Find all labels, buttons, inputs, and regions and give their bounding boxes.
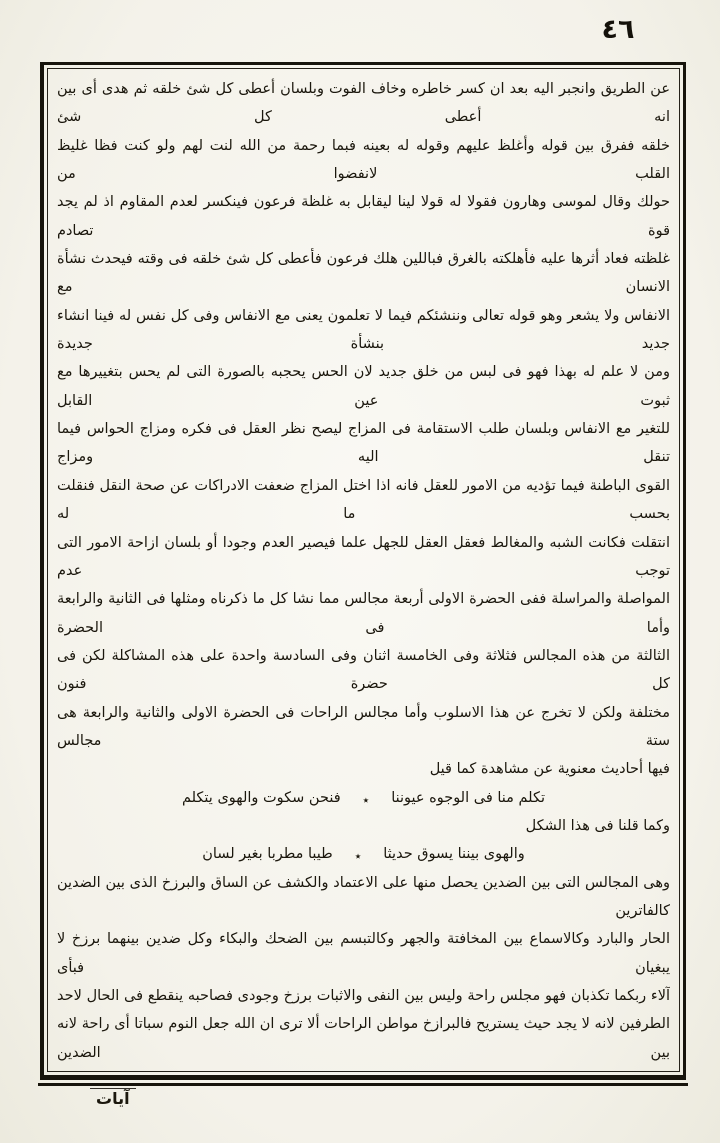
verse-separator-star: ٭ [362,792,370,807]
verse-line [57,840,670,868]
text-line: مختلفة ولكن لا تخرج عن هذا الاسلوب وأما مجالس الراحات فى الحضرة الاولى والثانية والرابعة هى ستة مجالس [57,704,670,749]
verse-separator-star: ٭ [354,849,362,864]
text-line: آلاء ربكما تكذبان فهو مجلس راحة وليس بين النفى والاثبات برزخ وجودى فصاحبه ينقطع فى الحال لاحد [57,988,670,1004]
text-line: الثالثة من هذه المجالس فثلاثة وفى الخامسة اثنان وفى السادسة واحدة على هذه المشاكلة لكن فى كل حضرة فنون [57,647,670,693]
hemistich-first: والهوى بيننا يسوق حديثا [383,846,525,863]
bottom-double-rule [38,1083,688,1086]
text-frame-inner-border [47,68,680,1072]
text-line: ومن لا علم له بهذا فهو فى لبس من خلق جديد لان الحس يحجبه بالصورة التى لم يحس بتغييرها مع ثبوت عين القابل [57,364,670,409]
text-line: المواصلة والمراسلة ففى الحضرة الاولى أربعة مجالس مما نشا كل ما ذكرناه ومثلها فى الثانية والرابعة وأما فى الحضرة [57,591,670,636]
hemistich-second: فنحن سكوت والهوى يتكلم [181,789,341,806]
text-line: فيها أحاديث معنوية عن مشاهدة كما قيل [429,761,670,778]
text-line: الحار والبارد وكالاسماع بين المخافتة والجهر وكالتبسم بين الضحك والبكاء وكل ضدين بينهما برزخ لا يبغيان فبأى [57,931,670,976]
hemistich-first: تكلم منا فى الوجوه عيوننا [391,789,546,806]
text-line: خلقه ففرق بين قوله وأغلظ عليهم وقوله له بعينه فبما رحمة من الله لنت لهم ولو كنت فظا غليظ القلب لانفضوا من [57,137,670,183]
text-line: وهى المجالس التى بين الضدين يحصل منها على الاعتماد والكشف عن الساق والبرزخ الذى بين الضدين كالفاترين [57,874,670,919]
verse-line [57,784,670,812]
text-line: غلظته فعاد أثرها عليه فأهلكته بالغرق فباللين هلك فرعون فأعطى كل شئ خلقه فى وقته فيحدث نشأة الانسان مع [57,251,670,296]
text-line: انتقلت فكانت الشبه والمغالط فعقل العقل للجهل علما فيصير العدم وجودا أو بلسان ازاحة الامور التى توجب عدم [57,534,670,579]
text-frame-border [40,62,686,1080]
catchword: آيات [90,1088,136,1108]
hemistich-second: طيبا مطربا بغير لسان [202,846,333,863]
text-line: القوى الباطنة فيما تؤديه من الامور للعقل فانه اذا اختل المزاج ضعفت الادراكات عن صحة النقل فنقلت بحسب ما له [57,477,670,523]
text-line: حولك وقال لموسى وهارون فقولا له قولا لينا ليقابل به غلظة فرعون فينكسر لعدم المقاوم اذ لم يجد قوة تصادم [57,194,670,239]
text-line: الانفاس ولا يشعر وهو قوله تعالى وننشئكم فيما لا تعلمون يعنى مع الانفاس وفى كل نفس له فينا انشاء جديد بنشأة جديدة [57,307,670,353]
text-line: للتغير مع الانفاس وبلسان طلب الاستقامة فى المزاج ليصح نظر العقل فى فكره ومزاج الحواس فيما تنقل اليه ومزاج [57,421,670,466]
text-line: عن الطريق وانجبر اليه بعد ان كسر خاطره وخاف الفوت وبلسان أعطى كل شئ خلقه ثم هدى أى بين انه أعطى كل شئ [57,81,670,126]
text-line: وكما قلنا فى هذا الشكل [525,817,670,834]
main-text-block [57,75,670,1067]
text-line: الطرفين لانه لا يجد حيث يستريح فالبرازخ مواطن الراحات ألا ترى ان الله جعل النوم سباتا أى راحة لانه بين الضدين [57,1016,670,1061]
page-number: ٤٦ [601,14,635,45]
